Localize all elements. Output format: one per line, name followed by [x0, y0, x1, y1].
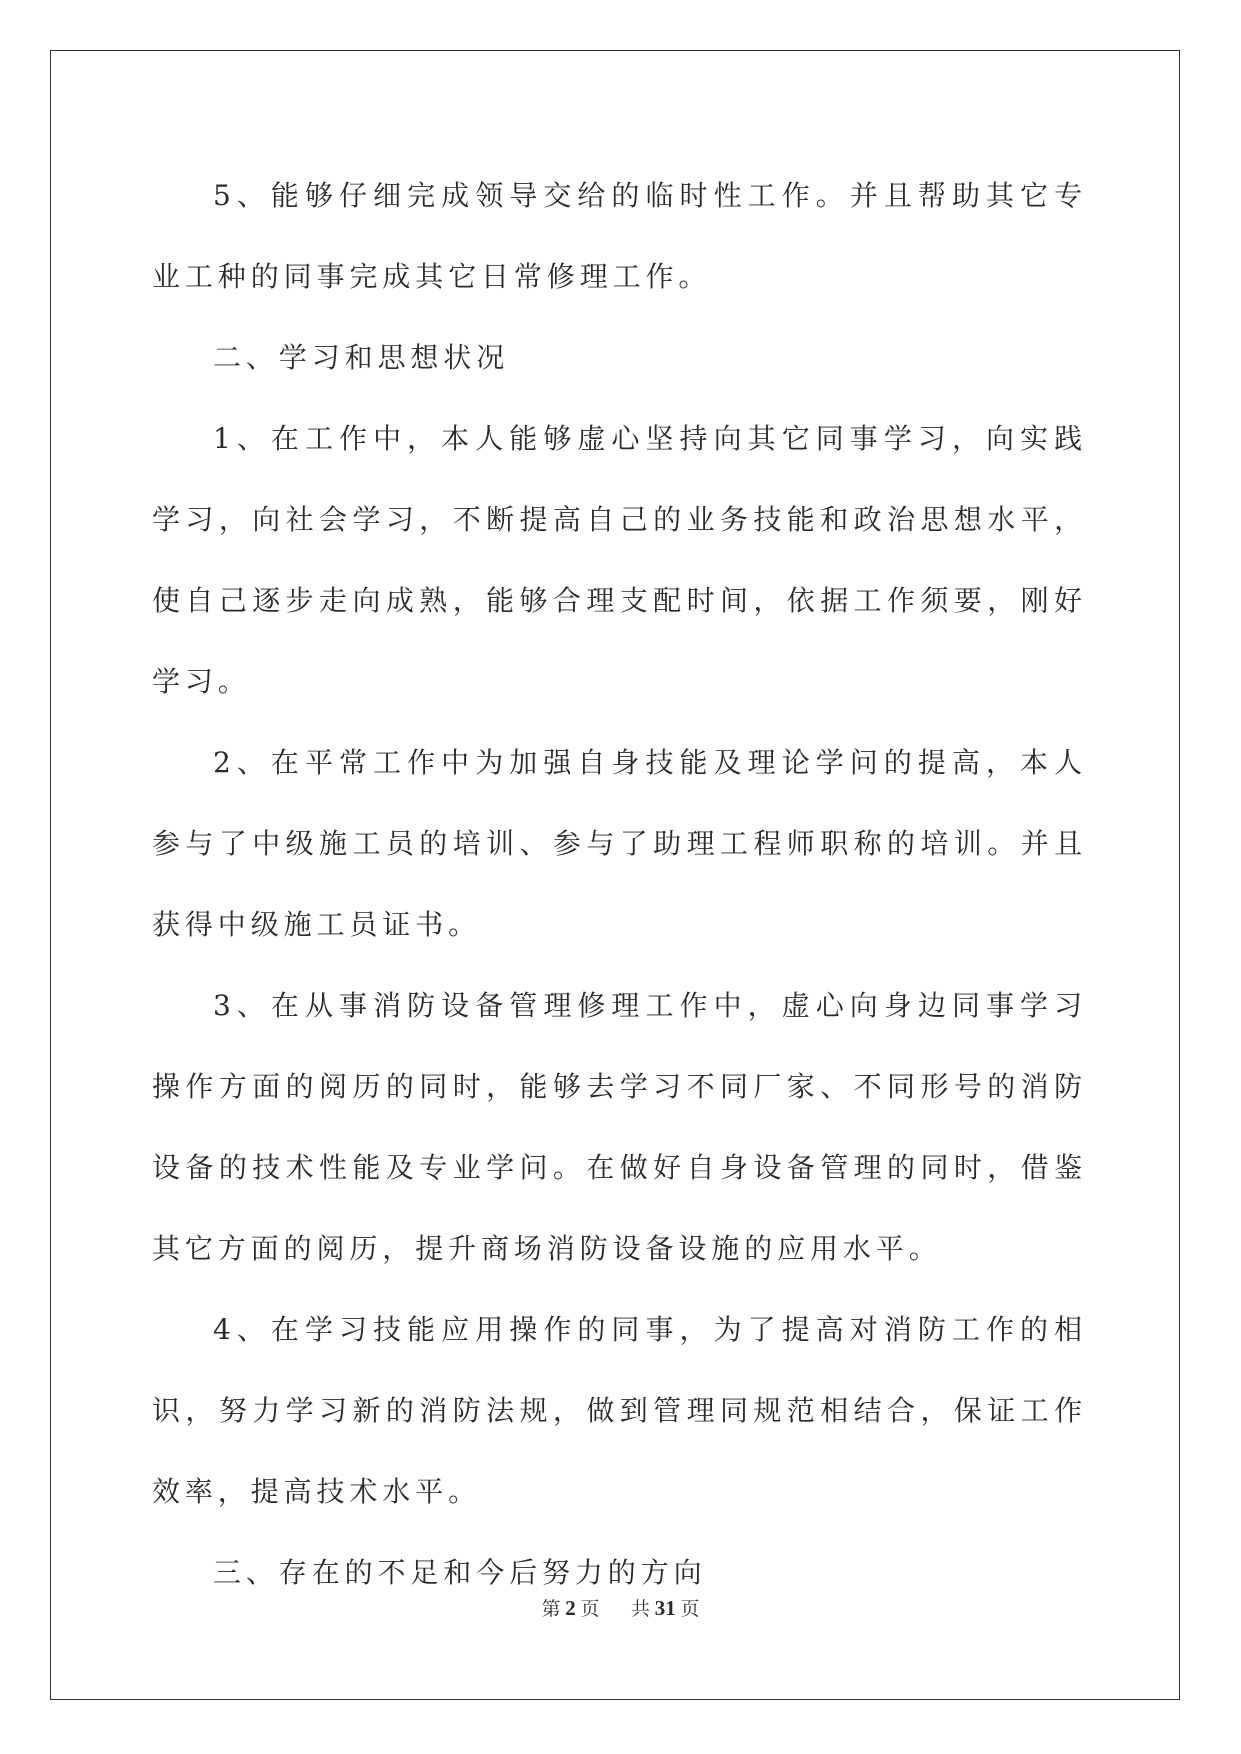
- section-heading-study: 二、学习和思想状况: [213, 341, 510, 374]
- footer-page-suffix: 页: [580, 1599, 600, 1620]
- paragraph-study-3: 3、在从事消防设备管理修理工作中，虚心向身边同事学习操作方面的阅历的同时，能够去学习不同厂家、不同形号的消防设备的技术性能及专业学问。在做好自身设备管理的同时，借鉴其它方面的阅历，提升商场消防设备设施的应用水平。: [152, 989, 1087, 1265]
- page-footer: [0, 1594, 1241, 1621]
- current-page-number: 2: [565, 1596, 576, 1620]
- footer-total-suffix: 页: [680, 1599, 700, 1620]
- total-pages-number: 31: [654, 1596, 676, 1620]
- section-heading-shortcomings: 三、存在的不足和今后努力的方向: [213, 1556, 707, 1589]
- footer-total-prefix: 共: [631, 1599, 651, 1620]
- footer-prefix: 第: [541, 1599, 561, 1620]
- paragraph-study-4: 4、在学习技能应用操作的同事，为了提高对消防工作的相识，努力学习新的消防法规，做到管理同规范相结合，保证工作效率，提高技术水平。: [152, 1313, 1087, 1508]
- paragraph-item-5: 5、能够仔细完成领导交给的临时性工作。并且帮助其它专业工种的同事完成其它日常修理工作。: [152, 179, 1087, 293]
- paragraph-study-2: 2、在平常工作中为加强自身技能及理论学问的提高，本人参与了中级施工员的培训、参与了助理工程师职称的培训。并且获得中级施工员证书。: [152, 746, 1087, 941]
- paragraph-study-1: 1、在工作中，本人能够虚心坚持向其它同事学习，向实践学习，向社会学习，不断提高自己的业务技能和政治思想水平，使自己逐步走向成熟，能够合理支配时间，依据工作须要，刚好学习。: [152, 422, 1087, 698]
- document-body: [152, 155, 1087, 1613]
